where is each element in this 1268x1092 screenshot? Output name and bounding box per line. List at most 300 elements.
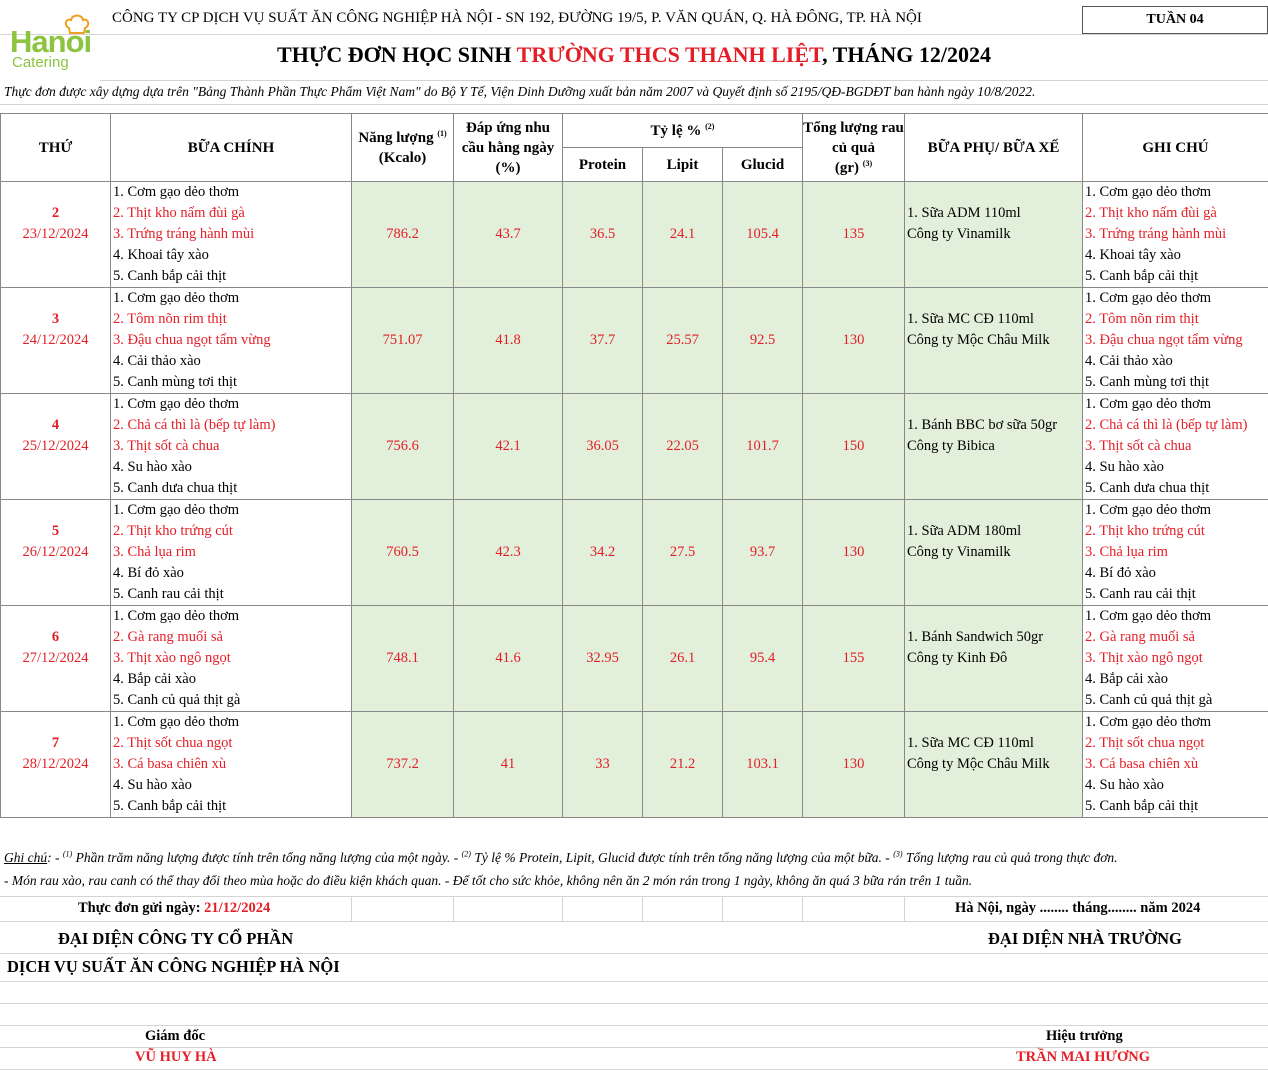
note-dish: 4. Cải thảo xào	[1083, 351, 1268, 372]
place-date: Hà Nội, ngày ........ tháng........ năm 2024	[955, 900, 1201, 916]
snack-cell	[905, 372, 1083, 394]
main-dish: 1. Cơm gạo dẻo thơm	[111, 288, 352, 310]
veg-cell	[803, 288, 905, 310]
grid-line	[0, 1025, 1268, 1026]
veg-cell	[803, 203, 905, 224]
day-cell	[1, 372, 111, 394]
day-cell	[1, 669, 111, 690]
snack-cell	[905, 182, 1083, 204]
protein-cell	[563, 775, 643, 796]
day-cell	[1, 245, 111, 266]
snack-item: 1. Bánh BBC bơ sữa 50gr	[905, 415, 1083, 436]
lipit-cell	[643, 415, 723, 436]
note-dish: 1. Cơm gạo dẻo thơm	[1083, 500, 1268, 522]
lipit-cell	[643, 182, 723, 204]
energy-cell	[352, 203, 454, 224]
snack-cell	[905, 606, 1083, 628]
protein-cell	[563, 309, 643, 330]
energy-cell	[352, 521, 454, 542]
need-cell	[454, 775, 563, 796]
protein-cell	[563, 478, 643, 500]
title-school: TRƯỜNG THCS THANH LIỆT	[516, 42, 823, 67]
lipit-cell	[643, 203, 723, 224]
note-dish: 4. Su hào xào	[1083, 457, 1268, 478]
snack-item: 1. Sữa MC CĐ 110ml	[905, 309, 1083, 330]
energy-cell	[352, 288, 454, 310]
protein-value: 33	[563, 754, 643, 775]
main-dish: 2. Thịt sốt chua ngọt	[111, 733, 352, 754]
main-dish: 2. Gà rang muối sả	[111, 627, 352, 648]
day-cell	[1, 775, 111, 796]
note-dish: 3. Đậu chua ngọt tẩm vừng	[1083, 330, 1268, 351]
main-dish: 5. Canh dưa chua thịt	[111, 478, 352, 500]
lipit-cell	[643, 457, 723, 478]
snack-cell	[905, 712, 1083, 734]
protein-cell	[563, 203, 643, 224]
grid-line	[0, 896, 1268, 897]
snack-cell	[905, 500, 1083, 522]
glucid-cell	[723, 266, 803, 288]
day-cell	[1, 690, 111, 712]
lipit-cell	[643, 478, 723, 500]
snack-cell	[905, 266, 1083, 288]
protein-cell	[563, 394, 643, 416]
main-dish: 5. Canh mùng tơi thịt	[111, 372, 352, 394]
need-cell	[454, 182, 563, 204]
main-dish: 4. Su hào xào	[111, 457, 352, 478]
note-dish: 5. Canh bắp cải thịt	[1083, 266, 1268, 288]
lipit-cell	[643, 712, 723, 734]
protein-cell	[563, 182, 643, 204]
note-dish: 3. Trứng tráng hành mùi	[1083, 224, 1268, 245]
glucid-value: 93.7	[723, 542, 803, 563]
note-dish: 3. Chả lụa rim	[1083, 542, 1268, 563]
need-cell	[454, 690, 563, 712]
energy-cell	[352, 309, 454, 330]
energy-value: 756.6	[352, 436, 454, 457]
note-dish: 1. Cơm gạo dẻo thơm	[1083, 712, 1268, 734]
right-sign-role: Hiệu trưởng	[1046, 1028, 1123, 1044]
need-cell	[454, 372, 563, 394]
snack-cell	[905, 288, 1083, 310]
note-dish: 4. Bí đỏ xào	[1083, 563, 1268, 584]
main-dish: 4. Cải thảo xào	[111, 351, 352, 372]
day-cell	[1, 796, 111, 818]
snack-item: 1. Sữa MC CĐ 110ml	[905, 733, 1083, 754]
lipit-cell	[643, 775, 723, 796]
need-cell	[454, 669, 563, 690]
snack-cell	[905, 394, 1083, 416]
main-dish: 3. Thịt xào ngô ngọt	[111, 648, 352, 669]
header-main-meal: BỮA CHÍNH	[111, 114, 352, 182]
day-date: 25/12/2024	[1, 436, 111, 457]
veg-value: 130	[803, 754, 905, 775]
note-dish: 1. Cơm gạo dẻo thơm	[1083, 394, 1268, 416]
table-row	[1, 309, 1268, 330]
day-cell	[1, 563, 111, 584]
energy-value: 760.5	[352, 542, 454, 563]
need-cell	[454, 796, 563, 818]
snack-cell	[905, 669, 1083, 690]
main-dish: 3. Cá basa chiên xù	[111, 754, 352, 775]
need-cell	[454, 627, 563, 648]
veg-cell	[803, 500, 905, 522]
note-dish: 4. Bắp cải xào	[1083, 669, 1268, 690]
right-sign-line-1: ĐẠI DIỆN NHÀ TRƯỜNG	[988, 929, 1182, 948]
lipit-cell	[643, 690, 723, 712]
veg-cell	[803, 457, 905, 478]
day-date: 24/12/2024	[1, 330, 111, 351]
glucid-value: 103.1	[723, 754, 803, 775]
protein-cell	[563, 584, 643, 606]
glucid-cell	[723, 775, 803, 796]
main-dish: 2. Tôm nõn rim thịt	[111, 309, 352, 330]
day-date: 27/12/2024	[1, 648, 111, 669]
table-row	[1, 690, 1268, 712]
glucid-value: 95.4	[723, 648, 803, 669]
snack-cell	[905, 775, 1083, 796]
lipit-value: 21.2	[643, 754, 723, 775]
day-date: 26/12/2024	[1, 542, 111, 563]
right-sign-name: TRẦN MAI HƯƠNG	[1016, 1049, 1150, 1065]
protein-value: 36.5	[563, 224, 643, 245]
week-label: TUẦN 04	[1082, 6, 1268, 34]
energy-cell	[352, 606, 454, 628]
veg-cell	[803, 606, 905, 628]
table-row	[1, 606, 1268, 628]
protein-cell	[563, 712, 643, 734]
snack-item: 1. Bánh Sandwich 50gr	[905, 627, 1083, 648]
veg-cell	[803, 584, 905, 606]
lipit-cell	[643, 627, 723, 648]
note-dish: 2. Thịt kho nấm đùi gà	[1083, 203, 1268, 224]
energy-cell	[352, 584, 454, 606]
lipit-cell	[643, 351, 723, 372]
table-row	[1, 224, 1268, 245]
lipit-value: 22.05	[643, 436, 723, 457]
table-row	[1, 394, 1268, 416]
table-row	[1, 775, 1268, 796]
lipit-value: 26.1	[643, 648, 723, 669]
grid-line	[0, 953, 1268, 954]
table-row	[1, 712, 1268, 734]
lipit-cell	[643, 394, 723, 416]
veg-cell	[803, 245, 905, 266]
main-dish: 1. Cơm gạo dẻo thơm	[111, 182, 352, 204]
protein-cell	[563, 288, 643, 310]
need-cell	[454, 288, 563, 310]
glucid-cell	[723, 372, 803, 394]
footnote-line-1: Ghi chú: - $^{(1)}$ Phần trăm năng lượng được tính trên tổng năng lượng của một ngày. - $^{(2)}$ Tỷ lệ % Protein, Lipit, Glucid được tính trên tổng năng lượng của một bữa. - $^{(3)}$ Tổng lượng rau củ quả trong thực đơn.	[4, 849, 1118, 865]
protein-value: 34.2	[563, 542, 643, 563]
protein-cell	[563, 415, 643, 436]
glucid-cell	[723, 203, 803, 224]
day-cell	[1, 288, 111, 310]
protein-cell	[563, 500, 643, 522]
veg-value: 135	[803, 224, 905, 245]
veg-cell	[803, 775, 905, 796]
energy-cell	[352, 712, 454, 734]
table-row	[1, 796, 1268, 818]
veg-cell	[803, 690, 905, 712]
snack-cell	[905, 563, 1083, 584]
page-title	[0, 42, 1268, 68]
glucid-cell	[723, 478, 803, 500]
grid-line	[0, 1047, 1268, 1048]
left-sign-name: VŨ HUY HÀ	[135, 1049, 217, 1065]
veg-value: 155	[803, 648, 905, 669]
note-dish: 4. Khoai tây xào	[1083, 245, 1268, 266]
table-row	[1, 627, 1268, 648]
protein-value: 37.7	[563, 330, 643, 351]
footnote-label: Ghi chú	[4, 850, 48, 865]
header-need: Đáp ứng nhu cầu hằng ngày (%)	[454, 114, 563, 182]
glucid-cell	[723, 415, 803, 436]
energy-cell	[352, 415, 454, 436]
need-cell	[454, 584, 563, 606]
grid-line	[0, 1069, 1268, 1070]
protein-cell	[563, 457, 643, 478]
table-row	[1, 203, 1268, 224]
protein-cell	[563, 372, 643, 394]
need-cell	[454, 712, 563, 734]
table-row	[1, 500, 1268, 522]
energy-cell	[352, 351, 454, 372]
protein-cell	[563, 796, 643, 818]
veg-cell	[803, 521, 905, 542]
veg-value: 130	[803, 542, 905, 563]
left-sign-line-1: ĐẠI DIỆN CÔNG TY CỔ PHẦN	[58, 929, 294, 948]
protein-value: 32.95	[563, 648, 643, 669]
protein-cell	[563, 690, 643, 712]
title-suffix: , THÁNG 12/2024	[822, 42, 991, 67]
need-value: 43.7	[454, 224, 563, 245]
veg-value: 130	[803, 330, 905, 351]
table-row	[1, 372, 1268, 394]
lipit-cell	[643, 584, 723, 606]
main-dish: 5. Canh bắp cải thịt	[111, 266, 352, 288]
veg-cell	[803, 351, 905, 372]
main-dish: 4. Bí đỏ xào	[111, 563, 352, 584]
veg-cell	[803, 796, 905, 818]
glucid-cell	[723, 690, 803, 712]
snack-company: Công ty Vinamilk	[905, 542, 1083, 563]
energy-cell	[352, 372, 454, 394]
glucid-cell	[723, 309, 803, 330]
veg-cell	[803, 563, 905, 584]
main-dish: 5. Canh bắp cải thịt	[111, 796, 352, 818]
note-dish: 5. Canh rau cải thịt	[1083, 584, 1268, 606]
table-row	[1, 733, 1268, 754]
note-dish: 1. Cơm gạo dẻo thơm	[1083, 182, 1268, 204]
snack-cell	[905, 690, 1083, 712]
veg-cell	[803, 712, 905, 734]
day-cell	[1, 351, 111, 372]
protein-cell	[563, 351, 643, 372]
logo-word-main: Hanoi	[10, 24, 92, 59]
note-dish: 3. Thịt sốt cà chua	[1083, 436, 1268, 457]
glucid-value: 101.7	[723, 436, 803, 457]
day-cell	[1, 478, 111, 500]
lipit-cell	[643, 266, 723, 288]
title-prefix: THỰC ĐƠN HỌC SINH	[277, 42, 517, 67]
grid-line	[722, 896, 723, 921]
energy-cell	[352, 669, 454, 690]
need-value: 42.1	[454, 436, 563, 457]
glucid-cell	[723, 521, 803, 542]
snack-item: 1. Sữa ADM 110ml	[905, 203, 1083, 224]
sent-date: Thực đơn gửi ngày: 21/12/2024	[78, 900, 271, 916]
logo-word-sub: Catering	[12, 54, 69, 71]
energy-cell	[352, 563, 454, 584]
note-dish: 5. Canh củ quả thịt gà	[1083, 690, 1268, 712]
header-ratio: Tỷ lệ % $^{(2)}$	[563, 114, 803, 148]
protein-cell	[563, 521, 643, 542]
day-cell	[1, 182, 111, 204]
energy-cell	[352, 245, 454, 266]
protein-cell	[563, 669, 643, 690]
need-cell	[454, 606, 563, 628]
main-dish: 4. Bắp cải xào	[111, 669, 352, 690]
main-dish: 2. Chả cá thì là (bếp tự làm)	[111, 415, 352, 436]
lipit-cell	[643, 372, 723, 394]
day-of-week: 7	[1, 733, 111, 754]
table-row	[1, 351, 1268, 372]
lipit-cell	[643, 288, 723, 310]
energy-value: 751.07	[352, 330, 454, 351]
protein-cell	[563, 606, 643, 628]
main-dish: 3. Thịt sốt cà chua	[111, 436, 352, 457]
table-row	[1, 478, 1268, 500]
lipit-cell	[643, 563, 723, 584]
glucid-cell	[723, 500, 803, 522]
lipit-value: 25.57	[643, 330, 723, 351]
note-dish: 3. Thịt xào ngô ngọt	[1083, 648, 1268, 669]
note-dish: 4. Su hào xào	[1083, 775, 1268, 796]
note-dish: 2. Gà rang muối sả	[1083, 627, 1268, 648]
table-row	[1, 563, 1268, 584]
glucid-cell	[723, 351, 803, 372]
note-dish: 5. Canh mùng tơi thịt	[1083, 372, 1268, 394]
day-cell	[1, 712, 111, 734]
energy-cell	[352, 733, 454, 754]
glucid-cell	[723, 563, 803, 584]
lipit-cell	[643, 669, 723, 690]
energy-cell	[352, 796, 454, 818]
grid-line	[562, 896, 563, 921]
main-dish: 2. Thịt kho trứng cút	[111, 521, 352, 542]
energy-cell	[352, 457, 454, 478]
energy-value: 737.2	[352, 754, 454, 775]
snack-cell	[905, 796, 1083, 818]
main-dish: 1. Cơm gạo dẻo thơm	[111, 500, 352, 522]
note-dish: 2. Thịt sốt chua ngọt	[1083, 733, 1268, 754]
menu-table	[0, 113, 1268, 818]
day-cell	[1, 606, 111, 628]
day-of-week: 3	[1, 309, 111, 330]
glucid-value: 105.4	[723, 224, 803, 245]
veg-value: 150	[803, 436, 905, 457]
veg-cell	[803, 733, 905, 754]
main-dish: 4. Khoai tây xào	[111, 245, 352, 266]
table-row	[1, 330, 1268, 351]
day-of-week: 5	[1, 521, 111, 542]
left-sign-line-2: DỊCH VỤ SUẤT ĂN CÔNG NGHIỆP HÀ NỘI	[7, 957, 340, 976]
need-cell	[454, 309, 563, 330]
day-of-week: 4	[1, 415, 111, 436]
need-cell	[454, 457, 563, 478]
table-row	[1, 436, 1268, 457]
lipit-cell	[643, 521, 723, 542]
main-dish: 2. Thịt kho nấm đùi gà	[111, 203, 352, 224]
table-row	[1, 182, 1268, 204]
need-cell	[454, 245, 563, 266]
grid-line	[642, 896, 643, 921]
energy-cell	[352, 394, 454, 416]
glucid-cell	[723, 712, 803, 734]
note-dish: 5. Canh dưa chua thịt	[1083, 478, 1268, 500]
snack-company: Công ty Mộc Châu Milk	[905, 330, 1083, 351]
need-cell	[454, 203, 563, 224]
protein-cell	[563, 563, 643, 584]
grid-line	[0, 34, 1268, 35]
lipit-value: 24.1	[643, 224, 723, 245]
glucid-cell	[723, 606, 803, 628]
glucid-cell	[723, 669, 803, 690]
need-cell	[454, 521, 563, 542]
glucid-cell	[723, 182, 803, 204]
grid-line	[0, 104, 1268, 105]
lipit-cell	[643, 733, 723, 754]
energy-cell	[352, 266, 454, 288]
need-value: 41	[454, 754, 563, 775]
energy-cell	[352, 478, 454, 500]
note-dish: 5. Canh bắp cải thịt	[1083, 796, 1268, 818]
grid-line	[453, 896, 454, 921]
lipit-cell	[643, 309, 723, 330]
need-cell	[454, 478, 563, 500]
glucid-cell	[723, 245, 803, 266]
veg-cell	[803, 415, 905, 436]
snack-cell	[905, 245, 1083, 266]
table-row	[1, 457, 1268, 478]
header-note: GHI CHÚ	[1083, 114, 1268, 182]
snack-company: Công ty Vinamilk	[905, 224, 1083, 245]
grid-line	[351, 896, 352, 921]
veg-cell	[803, 669, 905, 690]
day-cell	[1, 500, 111, 522]
protein-cell	[563, 627, 643, 648]
header-day: THỨ	[1, 114, 111, 182]
need-cell	[454, 733, 563, 754]
lipit-value: 27.5	[643, 542, 723, 563]
main-dish: 1. Cơm gạo dẻo thơm	[111, 394, 352, 416]
veg-cell	[803, 478, 905, 500]
table-row	[1, 288, 1268, 310]
glucid-cell	[723, 733, 803, 754]
note-dish: 2. Chả cá thì là (bếp tự làm)	[1083, 415, 1268, 436]
veg-cell	[803, 182, 905, 204]
glucid-value: 92.5	[723, 330, 803, 351]
glucid-cell	[723, 627, 803, 648]
day-cell	[1, 394, 111, 416]
table-row	[1, 584, 1268, 606]
table-row	[1, 415, 1268, 436]
table-row	[1, 521, 1268, 542]
veg-cell	[803, 394, 905, 416]
glucid-cell	[723, 457, 803, 478]
main-dish: 1. Cơm gạo dẻo thơm	[111, 606, 352, 628]
